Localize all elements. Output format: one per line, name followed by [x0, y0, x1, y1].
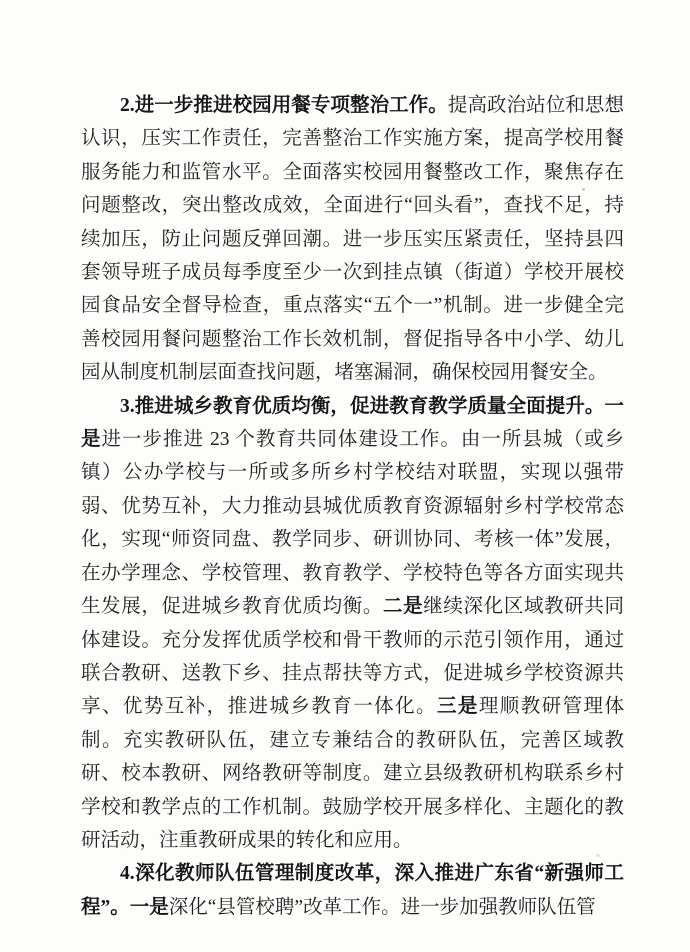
- paragraph-4-item-1-body: 深化“县管校聘”改革工作。进一步加强教师队伍管: [168, 896, 596, 918]
- paragraph-4-heading: 4.深化教师队伍管理制度改革，深入推进广东省“新强师工程”。: [81, 863, 624, 918]
- paragraph-campus-dining: [81, 89, 624, 390]
- paragraph-3-item-3-marker: 三是: [436, 696, 479, 718]
- paragraph-3-item-1-body: 进一步推进 23 个教育共同体建设工作。由一所县城（或乡镇）公办学校与一所或多所乡村学校结对联盟，实现以强带弱、优势互补，大力推动县城优质教育资源辐射乡村学校常态化，实现“师资同盘、教学同步、研训协同、考核一体”发展，在办学理念、学校管理、教育教学、学校特色等各方面实现共生发展，促进城乡教育优质均衡。: [81, 429, 624, 618]
- paragraph-teacher-reform: [81, 857, 624, 924]
- paragraph-3-heading: 3.推进城乡教育优质均衡，促进教育教学质量全面提升。: [120, 395, 605, 417]
- paragraph-3-item-3-body: 理顺教研管理体制。充实教研队伍，建立专兼结合的教研队伍，完善区域教研、校本教研、网络教研等制度。建立县级教研机构联系乡村学校和教学点的工作机制。鼓励学校开展多样化、主题化的教研活动，注重教研成果的转化和应用。: [81, 696, 624, 851]
- paragraph-3-item-1-marker: 一是: [81, 395, 624, 451]
- paragraph-3-item-2-body: 继续深化区域教研共同体建设。充分发挥优质学校和骨干教师的示范引领作用，通过联合教研、送教下乡、挂点帮扶等方式，促进城乡学校资源共享、优势互补，推进城乡教育一体化。: [81, 596, 624, 718]
- scan-speck: [582, 188, 585, 191]
- paragraph-4-item-1-marker: 一是: [129, 896, 169, 918]
- paragraph-2-heading: 2.进一步推进校园用餐专项整治工作。: [120, 95, 448, 116]
- paragraph-urban-rural-education: [81, 390, 624, 858]
- paragraph-2-body: 提高政治站位和思想认识，压实工作责任，完善整治工作实施方案，提高学校用餐服务能力和监管水平。全面落实校园用餐整改工作，聚焦存在问题整改，突出整改成效，全面进行“回头看”，查找不足，持续加压，防止问题反弹回潮。进一步压实压紧责任，坚持县四套领导班子成员每季度至少一次到挂点镇（街道）学校开展校园食品安全督导检查，重点落实“五个一”机制。进一步健全完善校园用餐问题整治工作长效机制，督促指导各中小学、幼儿园从制度机制层面查找问题，堵塞漏洞，确保校园用餐安全。: [81, 95, 624, 384]
- document-text-block: [81, 89, 624, 924]
- paragraph-3-item-2-marker: 二是: [383, 596, 424, 618]
- scan-speck: [596, 854, 600, 857]
